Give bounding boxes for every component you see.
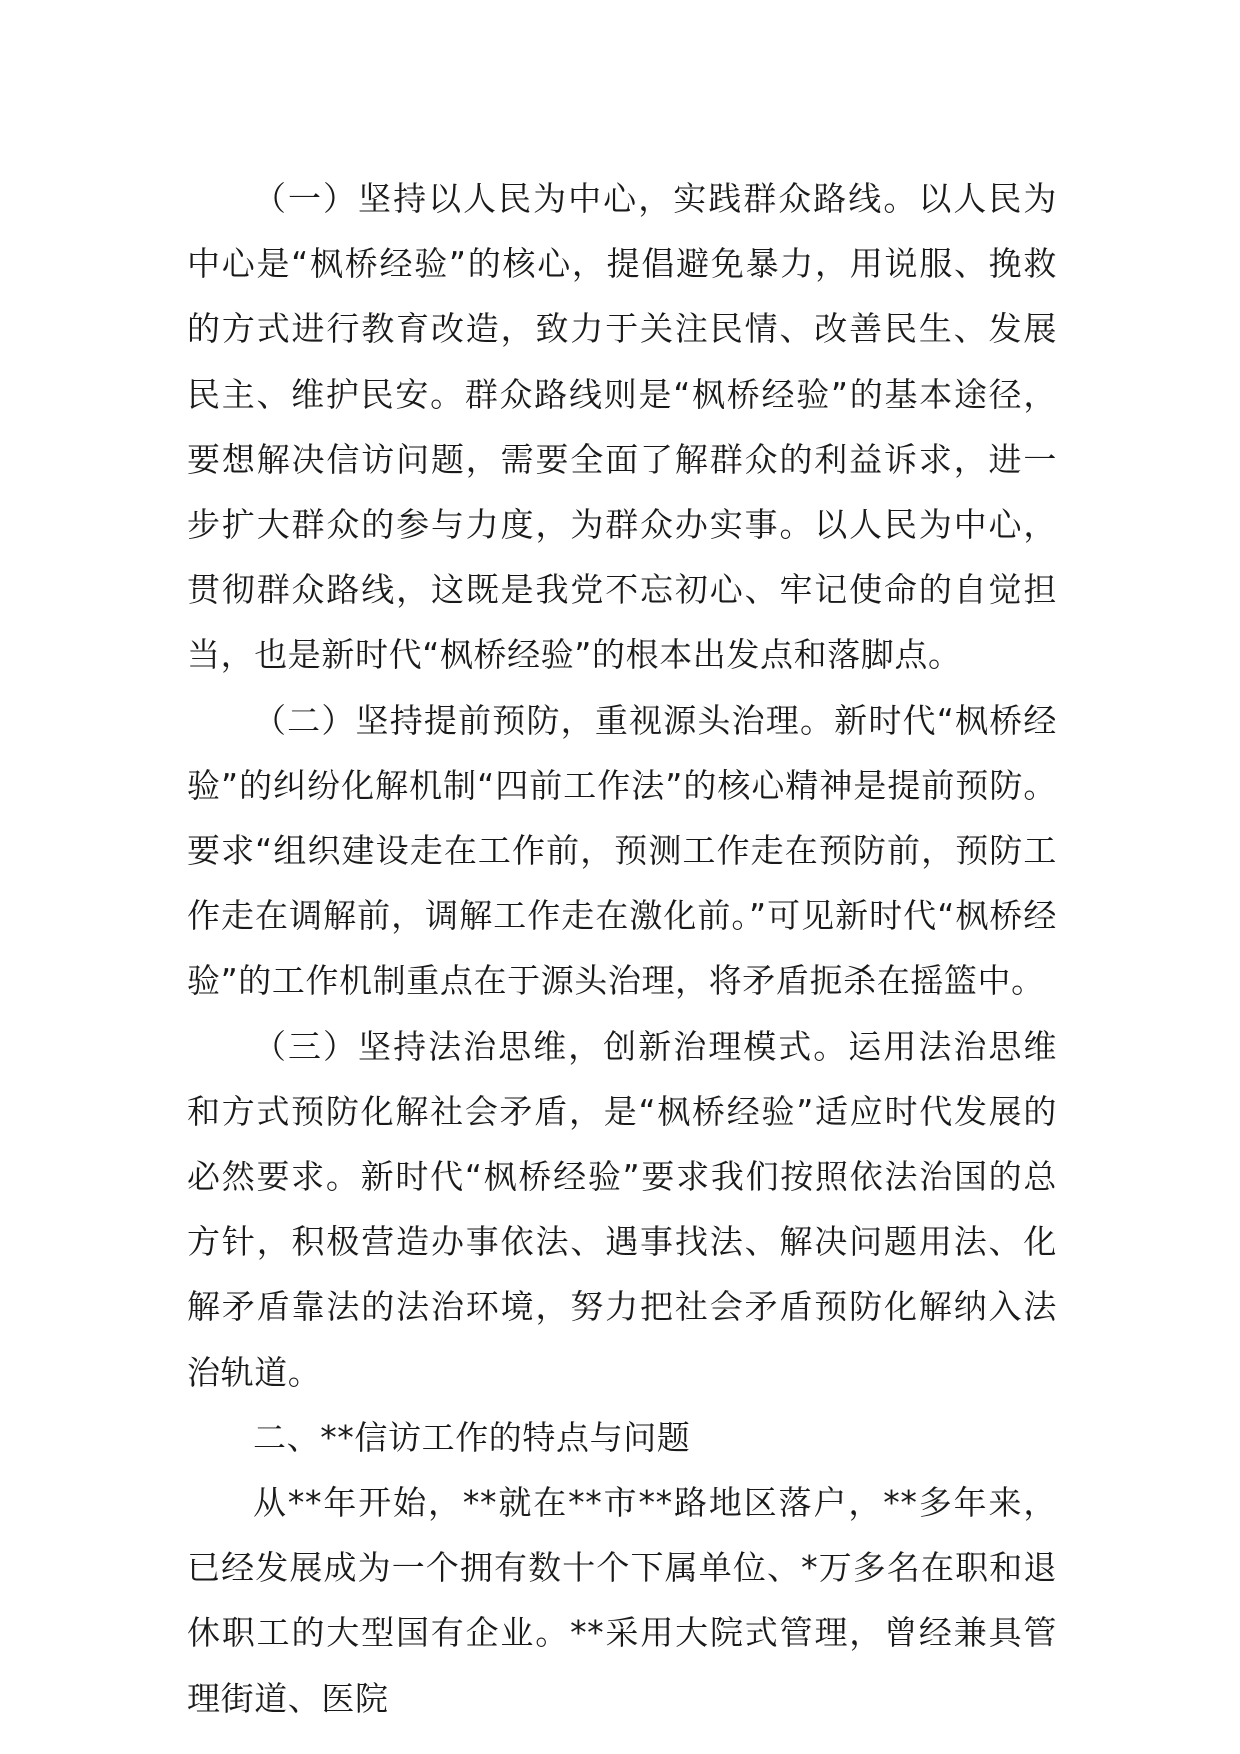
paragraph-rule-of-law: （三）坚持法治思维，创新治理模式。运用法治思维和方式预防化解社会矛盾，是“枫桥经验”适应时代发展的必然要求。新时代“枫桥经验”要求我们按照依法治国的总方针，积极营造办事依法、遇事找法、解决问题用法、化解矛盾靠法的法治环境，努力把社会矛盾预防化解纳入法治轨道。 xyxy=(187,1026,1057,1392)
paragraph-enterprise-background: 从**年开始，**就在**市**路地区落户，**多年来，已经发展成为一个拥有数十个下属单位、*万多名在职和退休职工的大型国有企业。**采用大院式管理，曾经兼具管理街道、医院 xyxy=(187,1483,1057,1718)
section-heading-petition-work: 二、**信访工作的特点与问题 xyxy=(253,1417,691,1457)
paragraph-prevention: （二）坚持提前预防，重视源头治理。新时代“枫桥经验”的纠纷化解机制“四前工作法”的核心精神是提前预防。要求“组织建设走在工作前，预测工作走在预防前，预防工作走在调解前，调解工作走在激化前。”可见新时代“枫桥经验”的工作机制重点在于源头治理，将矛盾扼杀在摇篮中。 xyxy=(187,700,1057,1001)
paragraph-people-centered: （一）坚持以人民为中心，实践群众路线。以人民为中心是“枫桥经验”的核心，提倡避免暴力，用说服、挽救的方式进行教育改造，致力于关注民情、改善民生、发展民主、维护民安。群众路线则是“枫桥经验”的基本途径，要想解决信访问题，需要全面了解群众的利益诉求，进一步扩大群众的参与力度，为群众办实事。以人民为中心，贯彻群众路线，这既是我党不忘初心、牢记使命的自觉担当，也是新时代“枫桥经验”的根本出发点和落脚点。 xyxy=(187,179,1057,675)
document-body xyxy=(187,166,1057,1731)
